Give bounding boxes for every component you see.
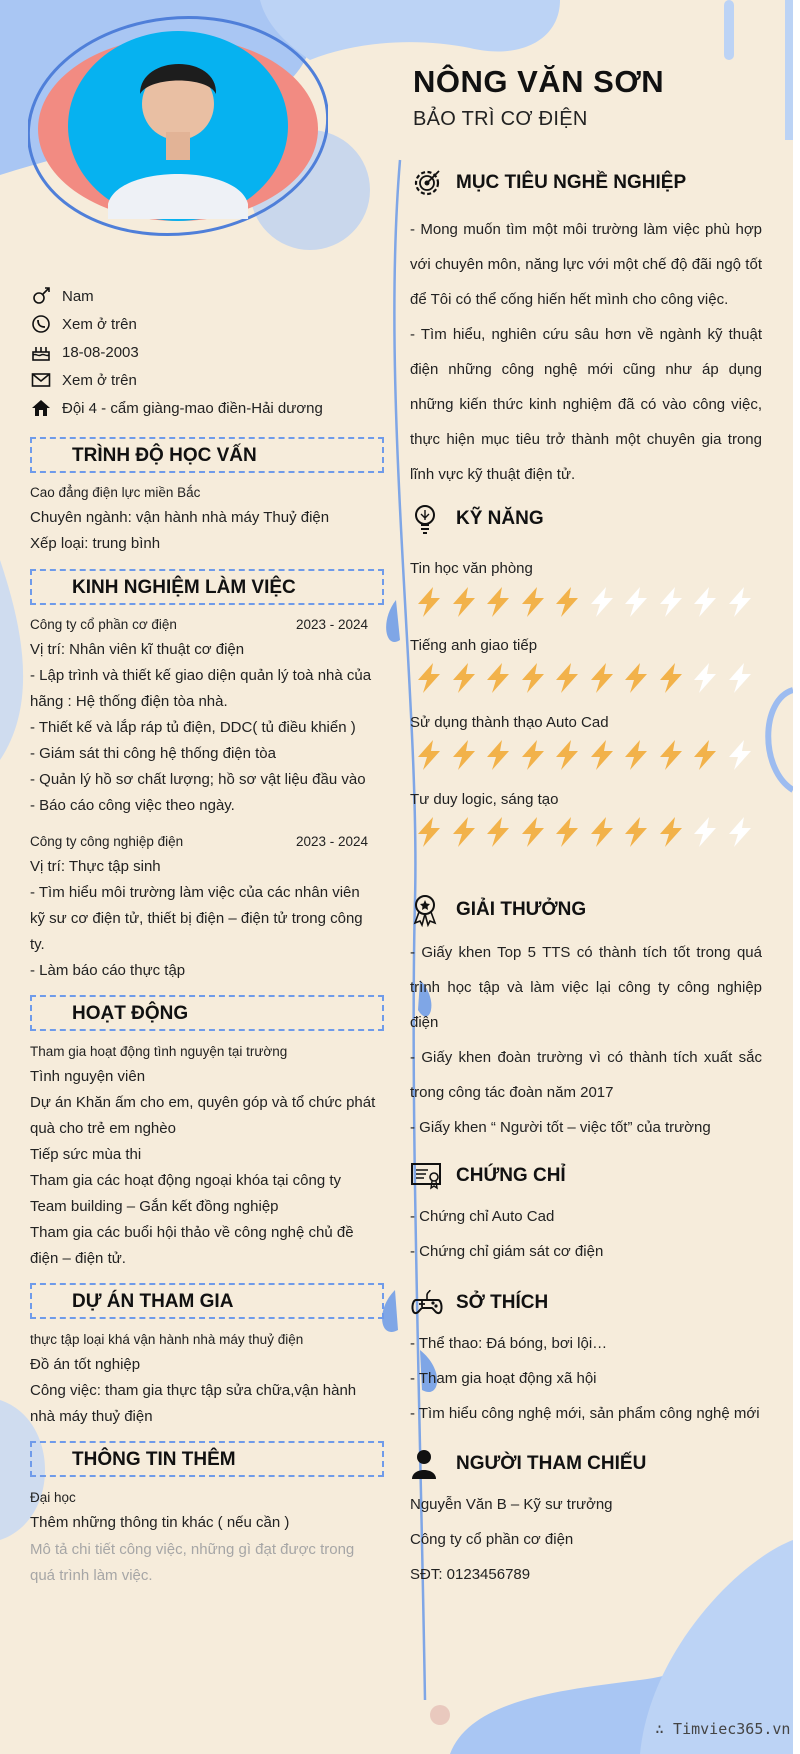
award-medal-icon: [410, 893, 444, 927]
gamepad-icon: [410, 1286, 444, 1320]
personal-address: [30, 397, 323, 419]
job-detail: - Báo cáo công việc theo ngày.: [30, 797, 235, 814]
extra-section-title: [30, 1441, 384, 1477]
hobby-line: - Thể thao: Đá bóng, bơi lội…: [410, 1335, 608, 1352]
skill-bolt-filled: [481, 738, 515, 772]
phone-icon: [30, 313, 52, 335]
skill-bolt-empty: [723, 661, 757, 695]
references-header: [410, 1447, 646, 1481]
skill-bolt-filled: [481, 661, 515, 695]
references-title: NGƯỜI THAM CHIẾU: [456, 1453, 647, 1474]
skill-bolt-filled: [585, 661, 619, 695]
skill-bolt-filled: [481, 585, 515, 619]
skill-bolt-filled: [550, 815, 584, 849]
hobby-line: - Tham gia hoạt động xã hội: [410, 1370, 597, 1387]
education-section-title: [30, 437, 384, 473]
skill-bolt-empty: [723, 585, 757, 619]
skill-bolt-filled: [447, 585, 481, 619]
certificates-header: [410, 1159, 566, 1193]
hobbies-header: [410, 1286, 548, 1320]
skill-bolt-filled: [412, 815, 446, 849]
hobby-line: - Tìm hiểu công nghệ mới, sản phẩm công nghệ mới: [410, 1405, 760, 1422]
activity-line: Tình nguyện viên: [30, 1068, 146, 1085]
activity-line: Tham gia hoạt động tình nguyện tại trường: [30, 1044, 288, 1059]
projects-section-title: [30, 1283, 384, 1319]
certificate-icon: [410, 1159, 444, 1193]
skill-name: Sử dụng thành thạo Auto Cad: [410, 714, 609, 731]
experience-title: KINH NGHIỆM LÀM VIỆC: [72, 577, 296, 598]
personal-phone-text: Xem ở trên: [62, 315, 137, 333]
skill-bolt-filled: [550, 738, 584, 772]
job-company: Công ty cổ phần cơ điện: [30, 617, 177, 632]
job-detail: - Tìm hiểu môi trường làm việc của các nhân viên: [30, 884, 360, 901]
skill-rating: [412, 661, 757, 697]
skill-bolt-filled: [688, 738, 722, 772]
skill-bolt-filled: [619, 661, 653, 695]
skill-bolt-filled: [654, 815, 688, 849]
project-line: nhà máy thuỷ điện: [30, 1408, 153, 1425]
personal-address-text: Đội 4 - cẩm giàng-mao điền-Hải dương: [62, 399, 323, 417]
home-icon: [30, 397, 52, 419]
skill-name: Tư duy logic, sáng tạo: [410, 791, 559, 808]
job-period: 2023 - 2024: [296, 834, 369, 849]
awards-title: GIẢI THƯỞNG: [456, 899, 587, 920]
extra-placeholder-line: quá trình làm việc.: [30, 1567, 153, 1584]
avatar: [48, 34, 318, 224]
skill-bolt-filled: [516, 738, 550, 772]
skill-bolt-empty: [688, 585, 722, 619]
skill-bolt-filled: [516, 585, 550, 619]
activities-section-title: [30, 995, 384, 1031]
skill-bolt-filled: [550, 585, 584, 619]
lightbulb-icon: [410, 502, 444, 536]
education-school: Cao đẳng điện lực miền Bắc: [30, 485, 201, 500]
objective-title: MỤC TIÊU NGHỀ NGHIỆP: [456, 172, 687, 193]
reference-line: Công ty cổ phần cơ điện: [410, 1531, 574, 1548]
person-icon: [410, 1447, 444, 1481]
objective-header: [410, 166, 686, 200]
activity-line: điện – điện tử.: [30, 1250, 126, 1267]
skill-bolt-filled: [447, 738, 481, 772]
skill-bolt-filled: [447, 815, 481, 849]
skill-bolt-filled: [585, 738, 619, 772]
skill-bolt-filled: [550, 661, 584, 695]
skill-bolt-filled: [585, 815, 619, 849]
education-major: Chuyên ngành: vận hành nhà máy Thuỷ điện: [30, 509, 330, 526]
site-watermark: ∴ Timviec365.vn: [655, 1720, 791, 1738]
personal-email: [30, 369, 137, 391]
education-grade: Xếp loại: trung bình: [30, 535, 161, 552]
job-detail: - Lập trình và thiết kế giao diện quản lý toà nhà của: [30, 667, 372, 684]
hobbies-title: SỞ THÍCH: [456, 1292, 549, 1313]
job-detail: kỹ sư cơ điện tử, thiết bị điện – điện tử trong công: [30, 910, 363, 927]
skill-bolt-filled: [412, 738, 446, 772]
job-position: Vị trí: Thực tập sinh: [30, 858, 161, 875]
skill-bolt-empty: [688, 815, 722, 849]
skill-bolt-empty: [654, 585, 688, 619]
skill-name: Tin học văn phòng: [410, 560, 533, 577]
skill-bolt-filled: [619, 738, 653, 772]
extra-title: THÔNG TIN THÊM: [72, 1449, 236, 1470]
objective-paragraph: - Tìm hiểu, nghiên cứu sâu hơn về ngành kỹ thuật điện những công nghệ mới cũng như áp dụng những kiến thức kinh nghiệm đã có vào công việc, thực hiện mục tiêu trở thành một chuyên gia trong lĩnh vực kỹ thuật điện tử.: [410, 326, 762, 483]
skill-bolt-empty: [585, 585, 619, 619]
certificate-line: - Chứng chỉ Auto Cad: [410, 1208, 555, 1225]
personal-birthday: [30, 341, 139, 363]
personal-gender: [30, 285, 94, 307]
education-title: TRÌNH ĐỘ HỌC VẤN: [72, 445, 257, 466]
activity-line: Tiếp sức mùa thi: [30, 1146, 142, 1163]
skill-rating: [412, 738, 757, 774]
gender-icon: [30, 285, 52, 307]
skill-bolt-filled: [654, 661, 688, 695]
certificates-title: CHỨNG CHỈ: [456, 1165, 566, 1186]
extra-placeholder-line: Mô tả chi tiết công việc, những gì đạt được trong: [30, 1541, 355, 1558]
project-line: thực tập loại khá vận hành nhà máy thuỷ điện: [30, 1332, 304, 1347]
skill-bolt-empty: [723, 815, 757, 849]
skill-bolt-filled: [516, 661, 550, 695]
job-detail: ty.: [30, 936, 45, 953]
skill-bolt-filled: [447, 661, 481, 695]
job-company: Công ty công nghiệp điện: [30, 834, 184, 849]
skill-rating: [412, 815, 757, 851]
activity-line: Tham gia các buổi hội thảo về công nghệ chủ đề: [30, 1224, 354, 1241]
skill-bolt-empty: [688, 661, 722, 695]
skills-header: [410, 502, 544, 536]
project-line: Đồ án tốt nghiệp: [30, 1356, 141, 1373]
skills-title: KỸ NĂNG: [456, 508, 544, 529]
job-detail: hãng : Hệ thống điện tòa nhà.: [30, 693, 228, 710]
skill-bolt-filled: [516, 815, 550, 849]
reference-line: SĐT: 0123456789: [410, 1566, 531, 1583]
personal-phone: [30, 313, 137, 335]
skill-bolt-filled: [412, 661, 446, 695]
extra-line: Thêm những thông tin khác ( nếu cần ): [30, 1514, 290, 1531]
skill-bolt-filled: [654, 738, 688, 772]
job-detail: - Thiết kế và lắp ráp tủ điện, DDC( tủ điều khiển ): [30, 719, 356, 736]
personal-birthday-text: 18-08-2003: [62, 343, 139, 361]
extra-line: Đại học: [30, 1490, 76, 1505]
activity-line: quà cho trẻ em nghèo: [30, 1120, 176, 1137]
job-detail: - Giám sát thi công hệ thống điện tòa: [30, 745, 276, 762]
projects-title: DỰ ÁN THAM GIA: [72, 1291, 234, 1312]
awards-header: [410, 893, 586, 927]
candidate-name: NÔNG VĂN SƠN: [413, 64, 665, 99]
award-line: - Giấy khen “ Người tốt – việc tốt” của trường: [410, 1119, 711, 1136]
reference-line: Nguyễn Văn B – Kỹ sư trưởng: [410, 1496, 613, 1513]
objective-paragraph: - Mong muốn tìm một môi trường làm việc phù hợp với chuyên môn, năng lực với một chế độ đãi ngộ tốt để Tôi có thể cống hiến hết mình cho công việc.: [410, 221, 762, 308]
envelope-icon: [30, 369, 52, 391]
project-line: Công việc: tham gia thực tập sửa chữa,vận hành: [30, 1382, 357, 1399]
activity-line: Dự án Khăn ấm cho em, quyên góp và tổ chức phát: [30, 1094, 376, 1111]
job-detail: - Quản lý hồ sơ chất lượng; hồ sơ vật liệu đầu vào: [30, 771, 366, 788]
activity-line: Tham gia các hoạt động ngoại khóa tại công ty: [30, 1172, 342, 1189]
target-gear-icon: [410, 166, 444, 200]
skill-bolt-filled: [481, 815, 515, 849]
skill-name: Tiếng anh giao tiếp: [410, 637, 538, 654]
award-line: - Giấy khen Top 5 TTS có thành tích tốt trong quá trình học tập và làm việc lại công ty công nghiệp điện: [410, 944, 762, 1031]
personal-gender-text: Nam: [62, 287, 94, 305]
activity-line: Team building – Gắn kết đồng nghiệp: [30, 1198, 279, 1215]
job-position: Vị trí: Nhân viên kĩ thuật cơ điện: [30, 641, 245, 658]
birthday-cake-icon: [30, 341, 52, 363]
skill-bolt-empty: [619, 585, 653, 619]
candidate-role: BẢO TRÌ CƠ ĐIỆN: [413, 108, 588, 130]
personal-email-text: Xem ở trên: [62, 371, 137, 389]
activities-title: HOẠT ĐỘNG: [72, 1003, 189, 1024]
award-line: - Giấy khen đoàn trường vì có thành tích xuất sắc trong công tác đoàn năm 2017: [410, 1049, 762, 1101]
job-period: 2023 - 2024: [296, 617, 369, 632]
experience-section-title: [30, 569, 384, 605]
skill-rating: [412, 585, 757, 621]
skill-bolt-filled: [619, 815, 653, 849]
job-detail: - Làm báo cáo thực tập: [30, 962, 186, 979]
skill-bolt-filled: [412, 585, 446, 619]
certificate-line: - Chứng chỉ giám sát cơ điện: [410, 1243, 604, 1260]
skill-bolt-empty: [723, 738, 757, 772]
